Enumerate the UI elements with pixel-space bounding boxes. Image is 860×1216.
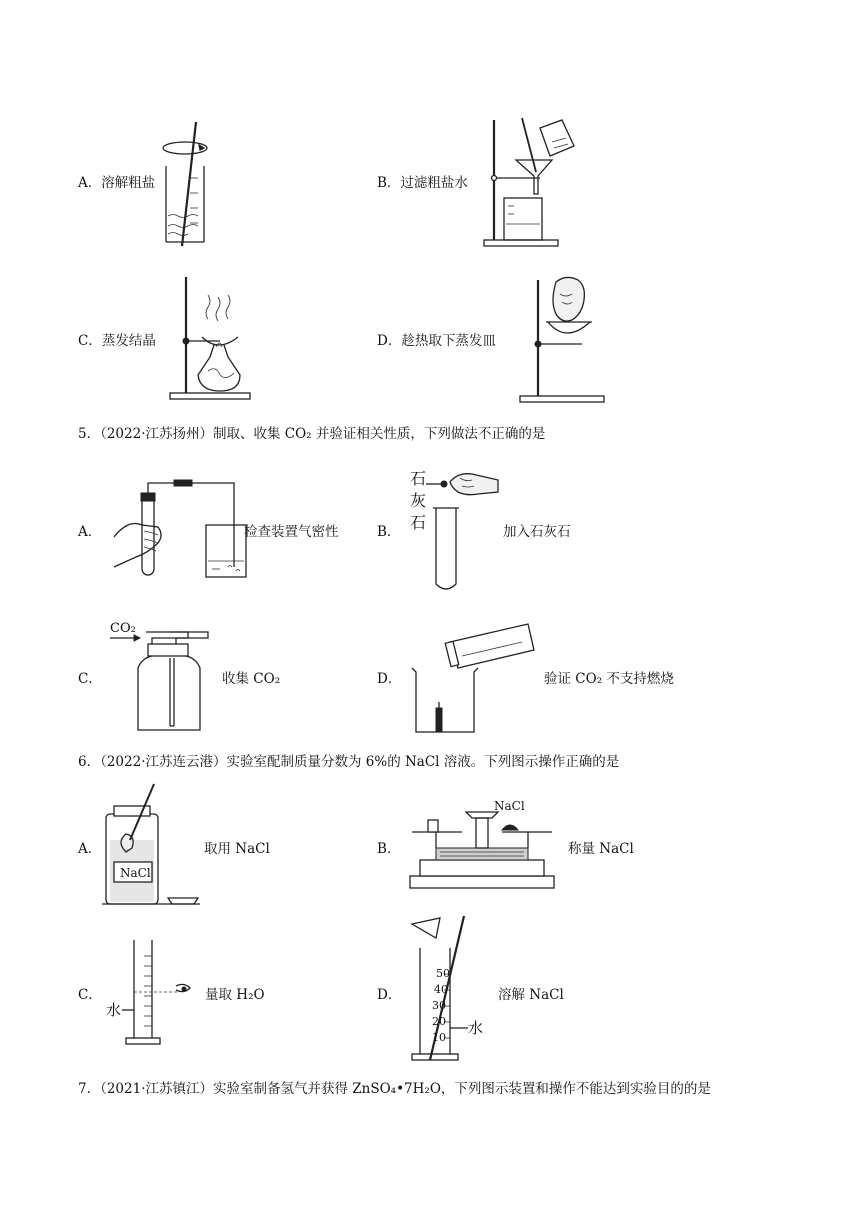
q6-option-b-letter: B． [377, 841, 401, 857]
q6-b-fig-label-nacl: NaCl [494, 799, 525, 813]
q5-stem: 5．（2022·江苏扬州）制取、收集 CO₂ 并验证相关性质，下列做法不正确的是 [78, 426, 546, 442]
q6-d-figure-dissolve-nacl [404, 914, 494, 1062]
q6-option-a-letter: A． [78, 841, 102, 857]
q5-d-figure-candle-test [408, 620, 538, 738]
q6-stem: 6．（2022·江苏连云港）实验室配制质量分数为 6%的 NaCl 溶液。下列图示操作正确的是 [78, 754, 620, 770]
q6-d-scale-50: 50 [436, 967, 450, 980]
q6-d-scale-20: 20 [432, 1015, 446, 1028]
q6-d-scale-10: 10 [432, 1031, 446, 1044]
q7-stem: 7．（2021·江苏镇江）实验室制备氢气并获得 ZnSO₄•7H₂O，下列图示装置和操作不能达到实验目的的是 [78, 1081, 711, 1097]
q6-option-c-letter: C． [78, 987, 102, 1003]
q6-a-figure-take-nacl [102, 780, 202, 910]
q5-option-a-text: 检查装置气密性 [244, 524, 339, 540]
q5-a-figure-airtightness [110, 475, 250, 585]
q6-option-a-text: 取用 NaCl [204, 841, 270, 857]
q5-c-fig-label-co2: CO₂ [110, 621, 136, 636]
q6-option-d-letter: D． [377, 987, 402, 1003]
q6-d-fig-label-water: 水 [468, 1019, 484, 1037]
q5-option-b-letter: B． [377, 524, 401, 540]
q6-a-fig-label-nacl: NaCl [120, 866, 151, 880]
q5-option-c-text: 收集 CO₂ [222, 671, 281, 687]
q5-option-a-letter: A． [78, 524, 102, 540]
q4-option-b: B．过滤粗盐水 [377, 175, 468, 191]
q5-b-fig-label-shi2: 石 [410, 513, 427, 532]
q4-d-figure-remove-dish [516, 272, 610, 406]
q4-option-a: A．溶解粗盐 [78, 175, 156, 191]
q5-option-b-text: 加入石灰石 [503, 524, 571, 540]
q5-b-fig-label-shi: 石 [410, 469, 427, 488]
q5-option-d-letter: D． [377, 671, 402, 687]
q4-option-d: D．趁热取下蒸发皿 [377, 333, 496, 349]
q5-option-d-text: 验证 CO₂ 不支持燃烧 [544, 671, 674, 687]
q6-option-d-text: 溶解 NaCl [498, 987, 564, 1003]
q6-b-figure-balance [406, 796, 558, 894]
q5-option-c-letter: C． [78, 671, 102, 687]
q6-c-figure-measure-water [104, 936, 204, 1048]
q5-b-fig-label-hui: 灰 [410, 491, 427, 510]
q4-a-figure-dissolve-crude-salt [160, 118, 220, 250]
q6-d-scale-30: 30 [432, 999, 446, 1012]
q6-c-fig-label-water: 水 [106, 1001, 122, 1019]
q4-option-c: C．蒸发结晶 [78, 333, 156, 349]
q4-c-figure-evaporation [168, 275, 258, 403]
q6-option-b-text: 称量 NaCl [568, 841, 634, 857]
q6-d-scale-40: 40 [434, 983, 448, 996]
q6-option-c-text: 量取 H₂O [205, 987, 265, 1003]
q4-b-figure-filtration [478, 116, 578, 252]
